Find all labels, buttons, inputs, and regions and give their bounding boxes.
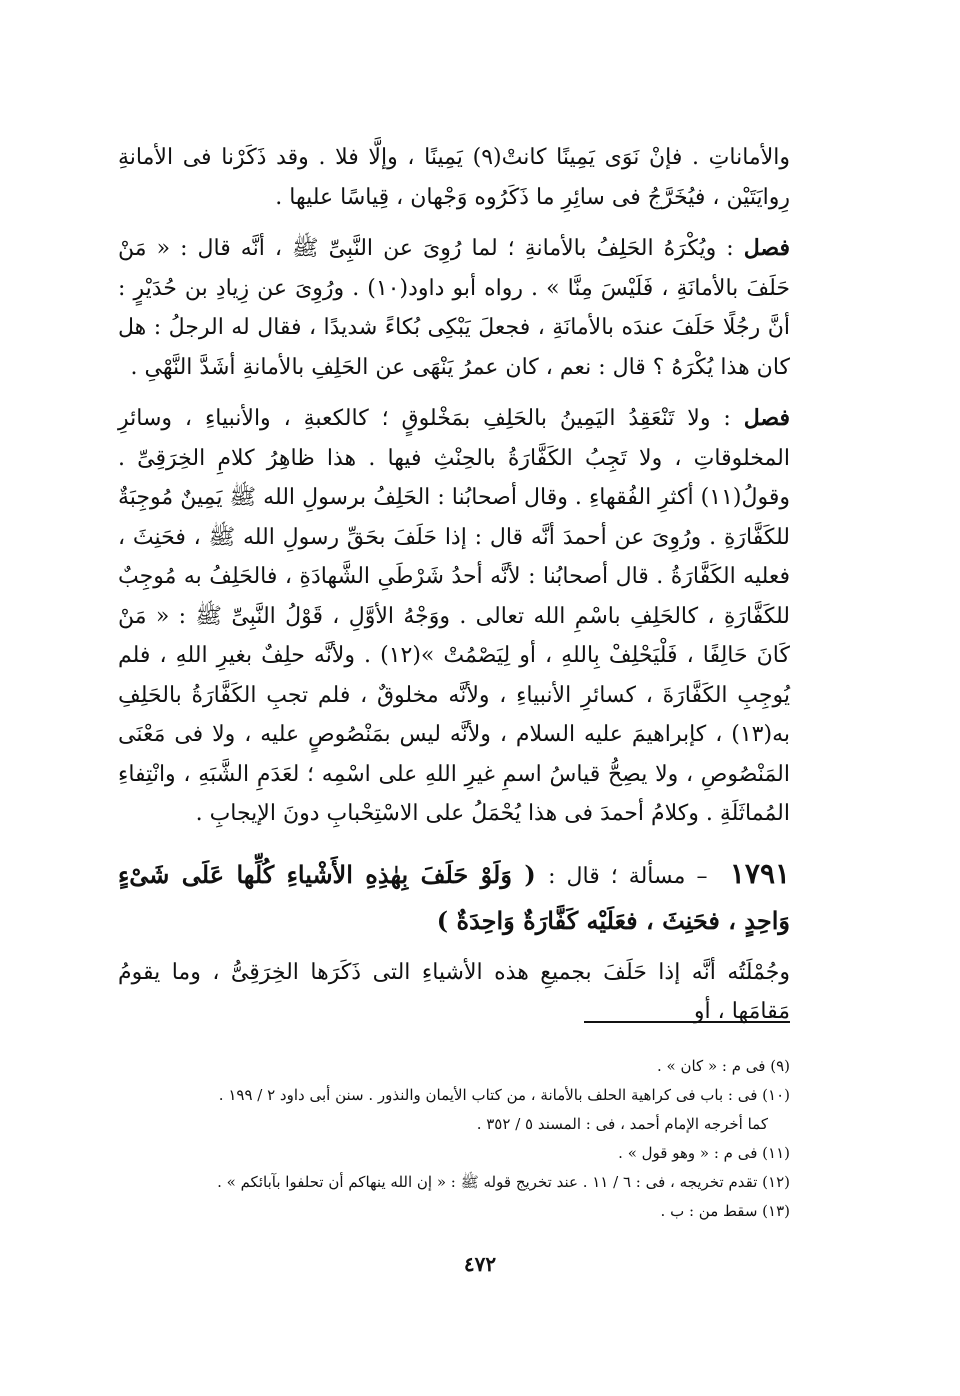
- issue-text: ( وَلَوْ حَلَفَ بِهٰذِهِ الأَشْياءِ كُلِّها عَلَى شَىْءٍ وَاحِدٍ ، فحَنِثَ ، فعَلَيْه كَفَّارَةٌ وَاحِدَةٌ ): [118, 859, 790, 935]
- section-heading: فصل: [743, 235, 790, 261]
- section-heading: فصل: [743, 405, 790, 431]
- footnote-9: (٩) فى م : « كان » .: [656, 1057, 790, 1075]
- issue-heading: [118, 852, 790, 943]
- paragraph-section-1: [118, 229, 790, 387]
- issue-number: ١٧٩١: [729, 856, 791, 890]
- footnote-10: (١٠) فى : باب فى كراهية الحلف بالأمانة ، من كتاب الأيمان والنذور . سنن أبى داود ٢ / ١٩٩ .: [218, 1086, 790, 1104]
- footnote-11: (١١) فى م : « وهو قول » .: [618, 1144, 790, 1162]
- footnote-10-continued: كما أخرجه الإمام أحمد ، فى : المسند ٥ / ٣٥٢ .: [476, 1115, 768, 1133]
- issue-label: – مسألة ؛ قال :: [548, 863, 708, 889]
- footnote-12: (١٢) تقدم تخريجه ، فى : ٦ / ١١ . عند تخريج قوله ﷺ : « إن الله ينهاكم أن تحلفوا بآبائكم » .: [217, 1173, 790, 1191]
- paragraph-explanation: وجُمْلَتُه أنَّه إذا حَلَفَ بجميعِ هذه الأشياءِ التى ذَكَرَها الخِرَقِىُّ ، وما يقومُ مَقامَها ، أو: [118, 959, 790, 1024]
- paragraph-continuation: والأماناتِ . فإنْ نَوَى يَمِينًا كانتْ(٩) يَمِينًا ، وإلَّا فلا . وقد ذَكَرْنا فى الأمانةِ رِوايَتَيْن ، فيُخَرَّجُ فى سائِرِ ما ذَكَرُوه وَجْهان ، قِياسًا عليها .: [118, 145, 790, 210]
- section-text: : ويُكْرَهُ الحَلِفُ بالأمانةِ ؛ لما رُوِىَ عن النَّبِىِّ ﷺ ، أنَّه قال : « مَنْ حَلَفَ بالأمانَةِ ، فَلَيْسَ مِنَّا » . رواه أبو داود(١٠) . ورُوِىَ عن زِيادِ بن حُدَيْرٍ : أنَّ رجُلًا حَلَفَ عندَه بالأمانَةِ ، فجعلَ يَبْكِى بُكاءً شديدًا ، فقال له الرجلُ : هل كان هذا يُكْرَهُ ؟ قال : نعم ، كان عمرُ يَنْهَى عن الحَلِفِ بالأمانةِ أشَدَّ النَّهْىِ .: [118, 236, 790, 380]
- paragraph-section-2: [118, 399, 790, 834]
- section-text: : ولا تَنْعَقِدُ اليَمِينُ بالحَلِفِ بمَخْلوقٍ ؛ كالكعبةِ ، والأنبياءِ ، وسائرِ المخلوقاتِ ، ولا تَجِبُ الكَفَّارَةُ بالحِنْثِ فيها . هذا ظاهِرُ كلامِ الخِرَقِىِّ . وقولُ(١١) أكثرِ الفُقهاءِ . وقال أصحابُنا : الحَلِفُ برسولِ الله ﷺ يَمِينٌ مُوجِبَةٌ للكَفَّارَةِ . ورُوِىَ عن أحمدَ أنَّه قال : إذا حَلَفَ بحَقِّ رسولِ الله ﷺ ، فحَنِثَ ، فعليه الكَفَّارَةُ . قال أصحابُنا : لأنَّه أحدُ شَرْطَىِ الشَّهادَةِ ، فالحَلِفُ به مُوجِبٌ للكَفَّارَةِ ، كالحَلِفِ باسْمِ الله تعالى . ووَجْهُ الأوَّلِ ، قَوْلُ النَّبِىِّ ﷺ : « مَنْ كَانَ حَالِفًا ، فَلْيَحْلِفْ بِاللهِ ، أو لِيَصْمُتْ »(١٢) . ولأنَّه حلِفٌ بغيرِ اللهِ ، فلم يُوجِبِ الكَفَّارَةَ ، كسائرِ الأنبياءِ ، ولأنَّه مخلوقٌ ، فلم تجبِ الكَفَّارَةُ بالحَلِفِ به(١٣) ، كإبراهيمَ عليه السلام ، ولأنَّه ليس بمَنْصُوصٍ عليه ، ولا فى مَعْنَى المَنْصُوصِ ، ولا يصِحُّ قياسُ اسمِ غيرِ اللهِ على اسْمِه ؛ لعَدَمِ الشَّبَهِ ، وانْتِفاءِ المُماثَلَةِ . وكلامُ أحمدَ فى هذا يُحْمَلُ على الاسْتِحْبابِ دونَ الإيجابِ .: [118, 406, 790, 826]
- footnotes: [150, 1052, 790, 1226]
- footnote-separator: [584, 1021, 790, 1023]
- footnote-13: (١٣) سقط من : ب .: [660, 1202, 790, 1220]
- page-number: ٤٧٢: [463, 1252, 497, 1276]
